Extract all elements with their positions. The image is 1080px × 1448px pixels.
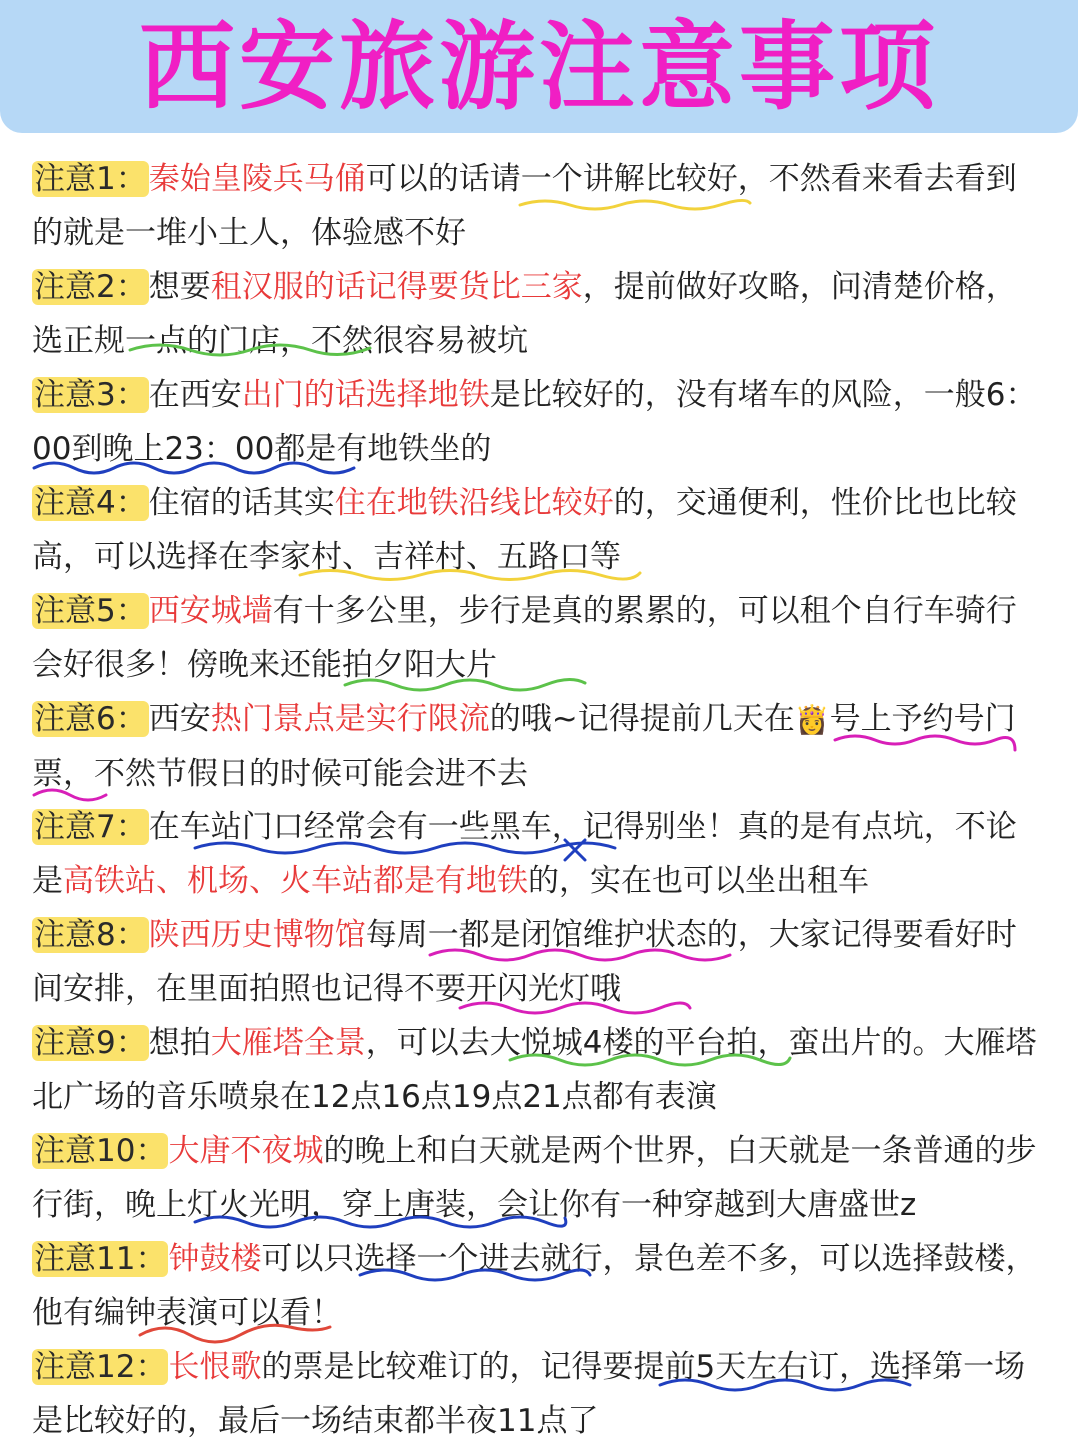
note-label: 注意12： [34,1349,167,1385]
note-text: 想要 [148,269,211,305]
note-text: 的，交通便利，性价比也比较高，可以选择在李家村、吉祥村、五路口等 [32,485,1017,575]
note-keyword: 秦始皇陵兵马俑 [148,161,366,197]
note-text: 是比较好的，没有堵车的风险，一般6：00到晚上23：00都是有地铁坐的 [32,377,1037,467]
note-8 [32,908,1042,1016]
note-label: 注意5： [34,593,147,629]
note-text: 可以只选择一个进去就行，景色差不多，可以选择鼓楼，他有编钟表演可以看！ [32,1241,1037,1331]
note-text: ，可以去大悦城4楼的平台拍，蛮出片的。大雁塔北广场的音乐喷泉在12点16点19点21点都有表演 [32,1025,1037,1115]
note-label: 注意11： [34,1241,167,1277]
note-label: 注意3： [34,377,147,413]
note-keyword: 租汉服的话记得要货比三家 [210,269,583,305]
note-keyword: 钟鼓楼 [168,1241,262,1277]
note-keyword: 长恨歌 [168,1349,262,1385]
note-text: 的晚上和白天就是两个世界，白天就是一条普通的步行街，晚上灯火光明，穿上唐装，会让你有一种穿越到大唐盛世z [32,1133,1037,1223]
note-keyword: 出门的话选择地铁 [241,377,490,413]
note-3 [32,368,1042,476]
note-text: 想拍 [148,1025,211,1061]
note-5 [32,584,1042,692]
note-keyword: 高铁站、机场、火车站都是有地铁 [63,863,528,899]
note-keyword: 西安城墙 [148,593,273,629]
note-text: 住宿的话其实 [148,485,335,521]
note-keyword: 陕西历史博物馆 [148,917,366,953]
note-text: 每周一都是闭馆维护状态的，大家记得要看好时间安排，在里面拍照也记得不要开闪光灯哦 [32,917,1017,1007]
note-text: 有十多公里，步行是真的累累的，可以租个自行车骑行会好很多！傍晚来还能拍夕阳大片 [32,593,1017,683]
note-11 [32,1232,1042,1340]
note-text: 西安 [148,701,211,737]
note-keyword: 住在地铁沿线比较好 [334,485,614,521]
page-title: 西安旅游注意事项 [139,10,939,123]
note-keyword: 大雁塔全景 [210,1025,366,1061]
note-text: 的哦~记得提前几天在 [489,701,795,737]
note-label: 注意7： [34,809,147,845]
note-label: 注意4： [34,485,147,521]
note-9 [32,1016,1042,1124]
note-label: 注意9： [34,1025,147,1061]
note-12 [32,1340,1042,1448]
note-label: 注意6： [34,701,147,737]
note-text: 可以的话请一个讲解比较好，不然看来看去看到的就是一堆小土人，体验感不好 [32,161,1017,251]
note-label: 注意1： [34,161,147,197]
note-6 [32,692,1042,800]
note-1 [32,152,1042,260]
notes-list [32,152,1042,1448]
note-text: ，提前做好攻略，问清楚价格，选正规一点的门店，不然很容易被坑 [32,269,1017,359]
note-text: 在西安 [148,377,242,413]
note-text: 的，实在也可以坐出租车 [528,863,869,899]
note-10 [32,1124,1042,1232]
note-4 [32,476,1042,584]
note-text: 号上予约号门票，不然节假日的时候可能会进不去 [32,701,1016,792]
note-2 [32,260,1042,368]
note-text: 在车站门口经常会有一些黑车，记得别坐！真的是有点坑，不论是 [32,809,1017,899]
note-label: 注意2： [34,269,147,305]
note-label: 注意10： [34,1133,167,1169]
princess-emoji-icon: 👸 [794,703,830,736]
note-keyword: 大唐不夜城 [168,1133,324,1169]
note-7 [32,800,1042,908]
title-banner [0,0,1078,133]
note-label: 注意8： [34,917,147,953]
note-keyword: 热门景点是实行限流 [210,701,490,737]
note-text: 的票是比较难订的，记得要提前5天左右订，选择第一场是比较好的，最后一场结束都半夜11点了 [32,1349,1026,1439]
